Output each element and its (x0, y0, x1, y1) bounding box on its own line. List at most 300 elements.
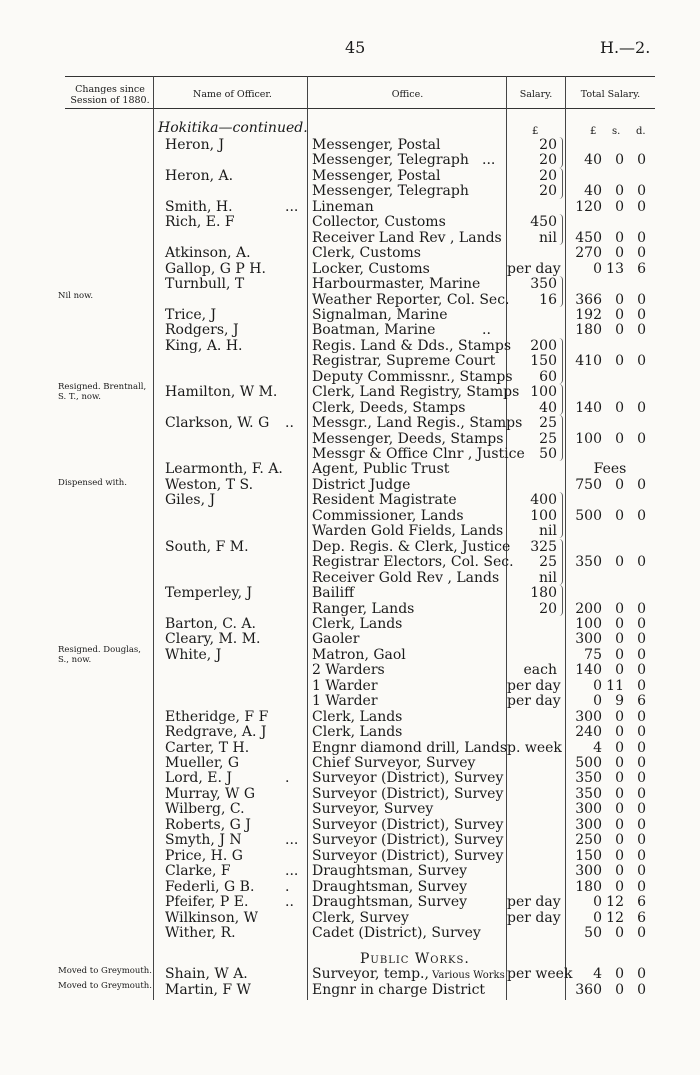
office-title: Lineman (312, 199, 374, 215)
total-pounds: 0 (593, 693, 602, 709)
total-pounds: 100 (575, 616, 602, 632)
total-pounds: 200 (575, 601, 602, 617)
salary-value: 150 (530, 353, 557, 369)
office-title: Messenger, Telegraph (312, 183, 469, 199)
total-pounds: 350 (575, 786, 602, 802)
leader-dots: . (285, 770, 290, 786)
officer-name: Roberts, G J (165, 817, 251, 833)
total-pounds: 360 (575, 982, 602, 998)
col-header-salary: Salary. (519, 89, 553, 100)
total-shillings: 0 (615, 307, 624, 323)
total-shillings: 0 (615, 152, 624, 168)
section-heading-public-works: Public Works. (360, 951, 470, 967)
salary-value: 20 (539, 152, 557, 168)
total-pounds: 250 (575, 832, 602, 848)
total-pence: 0 (637, 801, 646, 817)
office-title: Surveyor, temp., Various Works (312, 966, 505, 982)
office-title: Messenger, Postal (312, 168, 441, 184)
total-pence: 0 (637, 230, 646, 246)
office-title: Clerk, Lands (312, 724, 403, 740)
officer-row (0, 848, 700, 864)
total-pounds: 192 (575, 307, 602, 323)
total-shillings: 0 (615, 431, 624, 447)
salary-brace (558, 492, 563, 538)
officer-name: White, J (165, 647, 222, 663)
officer-name: Temperley, J (165, 585, 253, 601)
total-shillings: 0 (615, 724, 624, 740)
officer-row (0, 863, 700, 879)
total-shillings: 0 (615, 801, 624, 817)
total-pence: 0 (637, 770, 646, 786)
officer-name: Giles, J (165, 492, 216, 508)
salary-value: nil (539, 523, 557, 539)
salary-value: 450 (530, 214, 557, 230)
salary-brace (558, 276, 563, 307)
total-pounds: 500 (575, 755, 602, 771)
col-header-office: Office. (391, 89, 424, 100)
total-pence: 0 (637, 431, 646, 447)
officer-name: Shain, W A. (165, 966, 248, 982)
total-pence: 0 (637, 245, 646, 261)
officer-name: Carter, T H. (165, 740, 250, 756)
officer-row (0, 678, 700, 694)
officer-name: Gallop, G P H. (165, 261, 266, 277)
office-title: Messgr & Office Clnr , Justice (312, 446, 525, 462)
officer-name: Pfeifer, P E. (165, 894, 249, 910)
leader-dots: .. (285, 415, 294, 431)
total-pounds: 0 (593, 910, 602, 926)
total-pence: 0 (637, 477, 646, 493)
salary-value: 180 (530, 585, 557, 601)
office-title: Clerk, Customs (312, 245, 421, 261)
note-moved-martin: Moved to Greymouth. (58, 981, 152, 991)
total-pounds: 180 (575, 879, 602, 895)
salary-value: nil (539, 570, 557, 586)
salary-value: per day (507, 261, 561, 277)
total-pounds: 300 (575, 631, 602, 647)
office-title: Draughtsman, Survey (312, 894, 468, 910)
salary-value: 350 (530, 276, 557, 292)
officer-row (0, 709, 700, 725)
officer-name: Wilkinson, W (165, 910, 258, 926)
total-shillings: 0 (615, 508, 624, 524)
total-pounds: 270 (575, 245, 602, 261)
note-resigned-douglas: Resigned. Douglas, S., now. (58, 645, 141, 665)
salary-value: 100 (530, 508, 557, 524)
salary-brace (558, 168, 563, 199)
total-pounds: 4 (593, 966, 602, 982)
officer-row (0, 261, 700, 277)
officer-name: Price, H. G (165, 848, 243, 864)
office-title: Weather Reporter, Col. Sec. (312, 292, 510, 308)
office-title: Messenger, Telegraph (312, 152, 469, 168)
salary-brace (558, 137, 563, 168)
office-title: Collector, Customs (312, 214, 446, 230)
total-shillings: 0 (615, 709, 624, 725)
officer-name: South, F M. (165, 539, 249, 555)
salary-unit: £ (532, 126, 539, 137)
total-shillings: 0 (615, 863, 624, 879)
total-pounds: 40 (584, 152, 602, 168)
office-title: Receiver Gold Rev , Lands (312, 570, 500, 586)
officer-row (0, 879, 700, 895)
total-pounds: 140 (575, 662, 602, 678)
total-pence: 0 (637, 307, 646, 323)
officer-row (0, 137, 700, 153)
officer-row (0, 353, 700, 369)
office-title: Surveyor (District), Survey (312, 786, 504, 802)
office-title: Regis. Land & Dds., Stamps (312, 338, 512, 354)
total-pence: 0 (637, 724, 646, 740)
salary-brace (558, 214, 563, 245)
officer-row (0, 230, 700, 246)
total-pounds: 410 (575, 353, 602, 369)
officer-row (0, 183, 700, 199)
officer-name: Atkinson, A. (165, 245, 251, 261)
officer-row (0, 307, 700, 323)
total-shillings: 0 (615, 245, 624, 261)
officer-row (0, 276, 700, 292)
officer-row (0, 415, 700, 431)
total-pounds: 0 (593, 261, 602, 277)
total-pence: 0 (637, 863, 646, 879)
section-code: H.—2. (600, 38, 651, 57)
total-pounds: 750 (575, 477, 602, 493)
total-pence: 0 (637, 647, 646, 663)
officer-name: Wither, R. (165, 925, 236, 941)
officer-row (0, 786, 700, 802)
total-shillings: 0 (615, 848, 624, 864)
total-pence: 0 (637, 601, 646, 617)
salary-value: nil (539, 230, 557, 246)
office-title: Deputy Commissnr., Stamps (312, 369, 513, 385)
office-title: Gaoler (312, 631, 360, 647)
office-title: Engnr diamond drill, Lands (312, 740, 508, 756)
officer-row (0, 461, 700, 477)
total-shillings: 0 (615, 616, 624, 632)
total-shillings: 9 (615, 693, 624, 709)
total-pence: 6 (637, 894, 646, 910)
total-shillings: 0 (615, 770, 624, 786)
total-shillings: 12 (606, 910, 624, 926)
salary-value: 20 (539, 168, 557, 184)
officer-name: Mueller, G (165, 755, 240, 771)
total-shillings: 0 (615, 601, 624, 617)
officer-name: Heron, A. (165, 168, 234, 184)
note-dispensed: Dispensed with. (58, 478, 127, 488)
total-pence: 0 (637, 786, 646, 802)
total-shillings: 0 (615, 554, 624, 570)
office-title: Surveyor (District), Survey (312, 817, 504, 833)
office-title: Clerk, Land Registry, Stamps (312, 384, 520, 400)
office-title: Locker, Customs (312, 261, 430, 277)
office-title: Clerk, Lands (312, 709, 403, 725)
office-title: Dep. Regis. & Clerk, Justice (312, 539, 511, 555)
total-pence: 0 (637, 817, 646, 833)
salary-value: per day (507, 894, 561, 910)
officer-row (0, 322, 700, 338)
total-shillings: 0 (615, 353, 624, 369)
salary-value: per day (507, 678, 561, 694)
total-shillings: 0 (615, 740, 624, 756)
office-title: Registrar Electors, Col. Sec. (312, 554, 514, 570)
total-pounds: 100 (575, 431, 602, 447)
officer-name: Murray, W G (165, 786, 256, 802)
total-shillings: 0 (615, 400, 624, 416)
total-pence: 0 (637, 848, 646, 864)
total-pounds: 0 (593, 678, 602, 694)
salary-value: 200 (530, 338, 557, 354)
salary-value: 20 (539, 137, 557, 153)
officer-name: Learmonth, F. A. (165, 461, 283, 477)
office-title: Cadet (District), Survey (312, 925, 481, 941)
total-pound-unit: £ (590, 126, 597, 137)
leader-dots: ... (285, 832, 299, 848)
total-pounds: 500 (575, 508, 602, 524)
total-pence-unit: d. (636, 126, 646, 137)
office-title: 1 Warder (312, 678, 378, 694)
total-shillings: 0 (615, 662, 624, 678)
page-number: 45 (345, 38, 366, 57)
total-pounds: 50 (584, 925, 602, 941)
officer-row (0, 168, 700, 184)
salary-value: 20 (539, 601, 557, 617)
officer-name: Heron, J (165, 137, 225, 153)
officer-name: Rich, E. F (165, 214, 235, 230)
total-shillings: 0 (615, 925, 624, 941)
total-fees: Fees (593, 461, 627, 477)
officer-row (0, 910, 700, 926)
officer-row (0, 693, 700, 709)
note-moved-shain: Moved to Greymouth. (58, 966, 152, 976)
officer-row (0, 245, 700, 261)
salary-value: per week (507, 966, 573, 982)
total-shillings: 0 (615, 199, 624, 215)
office-title: Messgr., Land Regis., Stamps (312, 415, 523, 431)
total-shillings: 0 (615, 879, 624, 895)
officer-name: Trice, J (165, 307, 217, 323)
salary-value: 16 (539, 292, 557, 308)
officer-name: Clarke, F (165, 863, 231, 879)
total-pounds: 350 (575, 770, 602, 786)
officer-name: Federli, G B. (165, 879, 255, 895)
office-title: Messenger, Deeds, Stamps (312, 431, 504, 447)
officer-row (0, 338, 700, 354)
officer-name: Smith, H. (165, 199, 233, 215)
office-title: 2 Warders (312, 662, 385, 678)
office-title: Clerk, Deeds, Stamps (312, 400, 466, 416)
officer-row (0, 554, 700, 570)
officer-name: Martin, F W (165, 982, 251, 998)
total-pence: 0 (637, 353, 646, 369)
officer-row (0, 508, 700, 524)
officer-row (0, 152, 700, 168)
total-pence: 0 (637, 183, 646, 199)
leader-dots: ... (285, 199, 299, 215)
office-title: Resident Magistrate (312, 492, 457, 508)
office-title: District Judge (312, 477, 411, 493)
salary-value: 50 (539, 446, 557, 462)
leader-dots: ... (482, 152, 496, 168)
officer-row (0, 431, 700, 447)
office-title: Registrar, Supreme Court (312, 353, 496, 369)
officer-name: Turnbull, T (165, 276, 245, 292)
officer-row (0, 832, 700, 848)
total-pence: 0 (637, 678, 646, 694)
officer-name: Smyth, J N (165, 832, 242, 848)
leader-dots: .. (482, 322, 491, 338)
salary-value: 325 (530, 539, 557, 555)
total-pounds: 300 (575, 801, 602, 817)
total-pence: 0 (637, 925, 646, 941)
salary-value: each (523, 662, 557, 678)
officer-name: Barton, C. A. (165, 616, 256, 632)
officer-name: Cleary, M. M. (165, 631, 261, 647)
total-pounds: 0 (593, 894, 602, 910)
office-title: Clerk, Lands (312, 616, 403, 632)
officer-name: King, A. H. (165, 338, 243, 354)
total-pounds: 366 (575, 292, 602, 308)
officer-row (0, 492, 700, 508)
leader-dots: . (285, 879, 290, 895)
officer-row (0, 724, 700, 740)
total-pence: 0 (637, 755, 646, 771)
salary-value: 40 (539, 400, 557, 416)
col-header-name: Name of Officer. (193, 89, 272, 100)
total-pence: 0 (637, 709, 646, 725)
total-pounds: 140 (575, 400, 602, 416)
total-pounds: 75 (584, 647, 602, 663)
total-pence: 0 (637, 631, 646, 647)
salary-brace (558, 338, 563, 384)
officer-row (0, 523, 700, 539)
total-pence: 0 (637, 322, 646, 338)
col-header-total: Total Salary. (580, 89, 641, 100)
salary-value: 100 (530, 384, 557, 400)
office-title: 1 Warder (312, 693, 378, 709)
officer-row (0, 400, 700, 416)
office-title: Surveyor (District), Survey (312, 848, 504, 864)
total-pence: 0 (637, 832, 646, 848)
total-shillings: 0 (615, 786, 624, 802)
office-title: Bailiff (312, 585, 355, 601)
total-pounds: 180 (575, 322, 602, 338)
officer-name: Etheridge, F F (165, 709, 269, 725)
officer-row (0, 817, 700, 833)
officer-row (0, 894, 700, 910)
office-title: Matron, Gaol (312, 647, 406, 663)
office-note: Various Works (428, 970, 505, 981)
total-shilling-unit: s. (612, 126, 621, 137)
office-title: Harbourmaster, Marine (312, 276, 481, 292)
salary-value: 60 (539, 369, 557, 385)
district-heading: Hokitika—continued. (158, 120, 308, 136)
total-shillings: 0 (615, 755, 624, 771)
office-title: Boatman, Marine (312, 322, 436, 338)
office-title: Surveyor, Survey (312, 801, 434, 817)
total-pounds: 150 (575, 848, 602, 864)
salary-value: 25 (539, 554, 557, 570)
total-shillings: 0 (615, 183, 624, 199)
office-title: Chief Surveyor, Survey (312, 755, 476, 771)
total-pence: 6 (637, 693, 646, 709)
total-pounds: 300 (575, 863, 602, 879)
total-pence: 0 (637, 616, 646, 632)
officer-name: Clarkson, W. G (165, 415, 270, 431)
total-shillings: 12 (606, 894, 624, 910)
office-title: Draughtsman, Survey (312, 863, 468, 879)
officer-row (0, 616, 700, 632)
total-pence: 0 (637, 508, 646, 524)
officer-row (0, 740, 700, 756)
salary-brace (558, 384, 563, 415)
salary-value: 20 (539, 183, 557, 199)
total-shillings: 0 (615, 832, 624, 848)
salary-value: 400 (530, 492, 557, 508)
salary-brace (558, 415, 563, 461)
office-title: Warden Gold Fields, Lands (312, 523, 504, 539)
officer-row (0, 755, 700, 771)
leader-dots: .. (285, 894, 294, 910)
office-title: Surveyor (District), Survey (312, 770, 504, 786)
office-title: Messenger, Postal (312, 137, 441, 153)
total-shillings: 0 (615, 230, 624, 246)
salary-value: 25 (539, 431, 557, 447)
total-pence: 6 (637, 910, 646, 926)
officer-name: Redgrave, A. J (165, 724, 267, 740)
total-pence: 0 (637, 292, 646, 308)
office-title: Clerk, Survey (312, 910, 409, 926)
officer-row (0, 539, 700, 555)
salary-value: 25 (539, 415, 557, 431)
total-pence: 6 (637, 261, 646, 277)
note-resigned-brentnall: Resigned. Brentnall, S. T., now. (58, 382, 147, 402)
total-pence: 0 (637, 199, 646, 215)
total-pounds: 350 (575, 554, 602, 570)
salary-value: per day (507, 693, 561, 709)
total-shillings: 13 (606, 261, 624, 277)
officer-name: Weston, T S. (165, 477, 254, 493)
total-pence: 0 (637, 554, 646, 570)
officer-row (0, 801, 700, 817)
section-heading-row (0, 951, 700, 967)
total-pence: 0 (637, 400, 646, 416)
officer-name: Hamilton, W M. (165, 384, 278, 400)
salary-value: p. week (507, 740, 562, 756)
total-pence: 0 (637, 152, 646, 168)
total-pounds: 240 (575, 724, 602, 740)
salary-brace (558, 585, 563, 616)
officer-row (0, 214, 700, 230)
officer-name: Rodgers, J (165, 322, 239, 338)
officer-row (0, 199, 700, 215)
total-pence: 0 (637, 740, 646, 756)
note-nil-now: Nil now. (58, 291, 94, 301)
office-title: Commissioner, Lands (312, 508, 464, 524)
office-title: Agent, Public Trust (312, 461, 450, 477)
office-title: Engnr in charge District (312, 982, 486, 998)
total-pence: 0 (637, 879, 646, 895)
total-shillings: 11 (606, 678, 624, 694)
leader-dots: ... (285, 863, 299, 879)
office-title: Signalman, Marine (312, 307, 448, 323)
total-pounds: 300 (575, 709, 602, 725)
total-shillings: 0 (615, 631, 624, 647)
public-works-row (0, 966, 700, 982)
total-pounds: 300 (575, 817, 602, 833)
officer-name: Lord, E. J (165, 770, 233, 786)
total-pounds: 120 (575, 199, 602, 215)
